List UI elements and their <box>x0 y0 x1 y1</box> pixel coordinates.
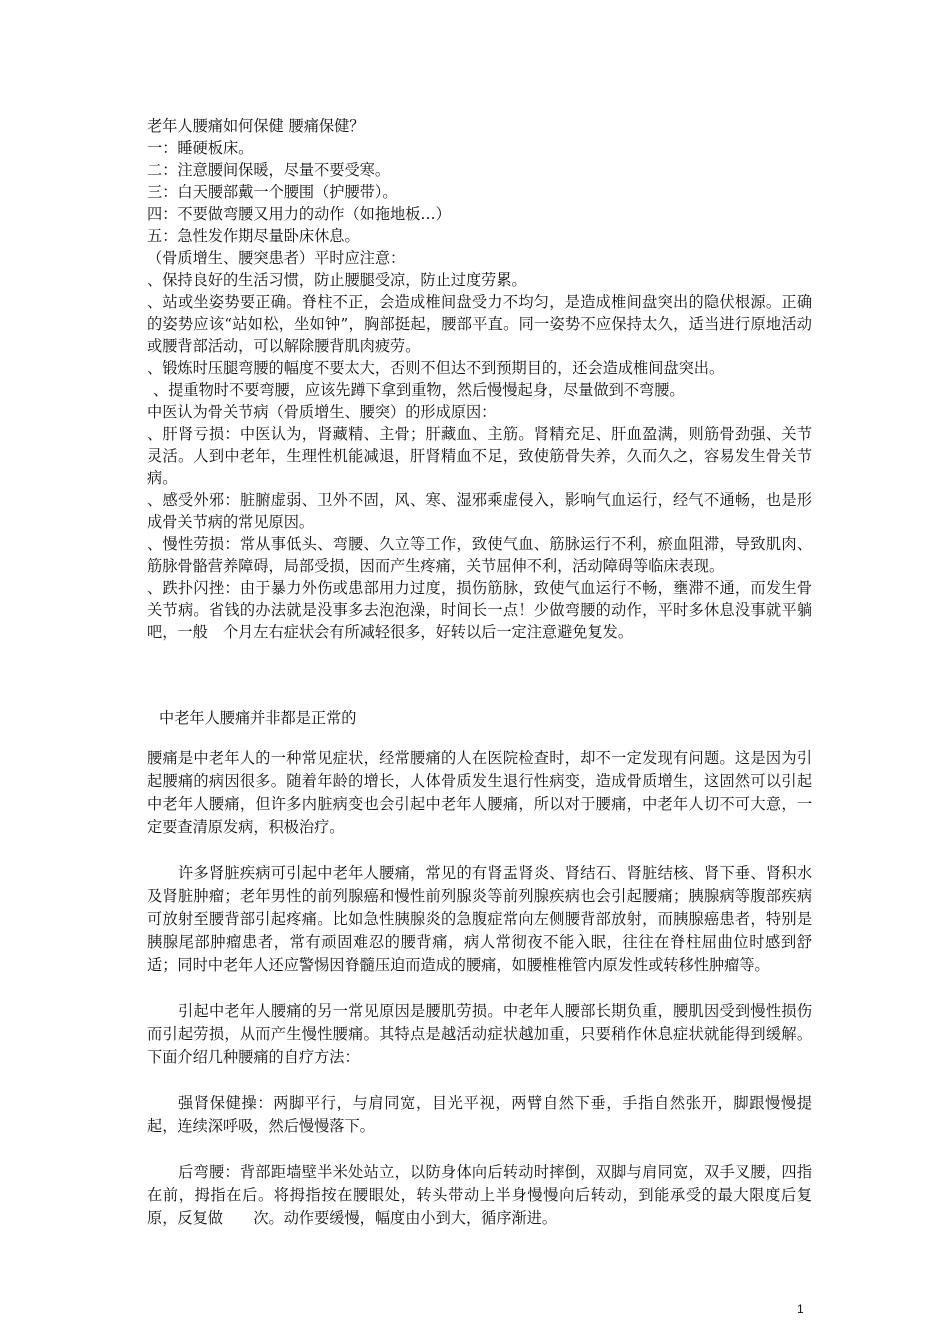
note-item: 、站或坐姿势要正确。脊柱不正，会造成椎间盘受力不均匀，是造成椎间盘突出的隐伏根源。正确的姿势应该“站如松，坐如钟”，胸部挺起，腰部平直。同一姿势不应保持太久，适当进行原地活动或腰背部活动，可以解除腰背肌肉疲劳。 <box>147 293 812 355</box>
section-heading: 中老年人腰痛并非都是正常的 <box>159 709 357 727</box>
section2-heading-wrap <box>147 707 812 729</box>
tcm-heading: 中医认为骨关节病（骨质增生、腰突）的形成原因： <box>147 403 497 421</box>
list-item: 四：不要做弯腰又用力的动作（如拖地板…） <box>147 205 451 223</box>
note-item: 、锻炼时压腿弯腰的幅度不要太大，否则不但达不到预期目的，还会造成椎间盘突出。 <box>147 359 725 377</box>
list-item: 一：睡硬板床。 <box>147 139 254 157</box>
cause-item: 、慢性劳损：常从事低头、弯腰、久立等工作，致使气血、筋脉运行不利，瘀血阻滞，导致肌肉、筋脉骨骼营养障碍，局部受损，因而产生疼痛，关节屈伸不利，活动障碍等临床表现。 <box>147 535 812 575</box>
note-item: 、保持良好的生活习惯，防止腰腿受凉，防止过度劳累。 <box>147 271 527 289</box>
cause-item: 、跌扑闪挫：由于暴力外伤或患部用力过度，损伤筋脉，致使气血运行不畅，壅滞不通，而发生骨关节病。省钱的办法就是没事多去泡泡澡，时间长一点！少做弯腰的动作，平时多休息没事就平躺吧，一般 个月左右症状会有所减轻很多，好转以后一定注意避免复发。 <box>147 579 812 641</box>
note-item: 、提重物时不要弯腰，应该先蹲下拿到重物，然后慢慢起身，尽量做到不弯腰。 <box>153 381 685 399</box>
paragraph: 腰痛是中老年人的一种常见症状，经常腰痛的人在医院检查时，却不一定发现有问题。这是因为引起腰痛的病因很多。随着年龄的增长，人体骨质发生退行性病变，造成骨质增生，这固然可以引起中老年人腰痛，但许多内脏病变也会引起中老年人腰痛，所以对于腰痛，中老年人切不可大意，一定要查清原发病，积极治疗。 <box>147 749 812 836</box>
list-item: 三：白天腰部戴一个腰围（护腰带）。 <box>147 183 398 201</box>
top-section <box>147 115 812 643</box>
paragraph: 后弯腰：背部距墙壁半米处站立，以防身体向后转动时摔倒，双脚与肩同宽，双手叉腰，四指在前，拇指在后。将拇指按在腰眼处，转头带动上半身慢慢向后转动，到能承受的最大限度后复原，反复做 次。动作要缓慢，幅度由小到大，循序渐进。 <box>147 1163 812 1227</box>
page-number: 1 <box>797 1302 804 1316</box>
cause-item: 、感受外邪：脏腑虚弱、卫外不固，风、寒、湿邪乘虚侵入，影响气血运行，经气不通畅，也是形成骨关节病的常见原因。 <box>147 491 812 531</box>
paragraph: 强肾保健操：两脚平行，与肩同宽，目光平视，两臂自然下垂，手指自然张开，脚跟慢慢提起，连续深呼吸，然后慢慢落下。 <box>147 1094 812 1135</box>
document-title: 老年人腰痛如何保健 腰痛保健？ <box>147 117 365 135</box>
list-item: 五：急性发作期尽量卧床休息。 <box>147 227 360 245</box>
paragraph: 许多肾脏疾病可引起中老年人腰痛，常见的有肾盂肾炎、肾结石、肾脏结核、肾下垂、肾积水及肾脏肿瘤；老年男性的前列腺癌和慢性前列腺炎等前列腺疾病也会引起腰痛；胰腺病等腹部疾病可放射至腰背部引起疼痛。比如急性胰腺炎的急腹症常向左侧腰背部放射，而胰腺癌患者，特别是胰腺尾部肿瘤患者，常有顽固难忍的腰背痛，病人常彻夜不能入眠，往往在脊柱屈曲位时感到舒适；同时中老年人还应警惕因脊髓压迫而造成的腰痛，如腰椎椎管内原发性或转移性肿瘤等。 <box>147 864 812 974</box>
list-item: 二：注意腰间保暖，尽量不要受寒。 <box>147 161 390 179</box>
notes-heading: （骨质增生、腰突患者）平时应注意： <box>147 249 406 267</box>
paragraph: 引起中老年人腰痛的另一常见原因是腰肌劳损。中老年人腰部长期负重，腰肌因受到慢性损伤而引起劳损，从而产生慢性腰痛。其特点是越活动症状越加重，只要稍作休息症状就能得到缓解。下面介绍几种腰痛的自疗方法： <box>147 1002 812 1066</box>
section2-body <box>147 747 812 1230</box>
cause-item: 、肝肾亏损：中医认为，肾藏精、主骨；肝藏血、主筋。肾精充足、肝血盈满，则筋骨劲强、关节灵活。人到中老年，生理性机能减退，肝肾精血不足，致使筋骨失养，久而久之，容易发生骨关节病。 <box>147 425 812 487</box>
